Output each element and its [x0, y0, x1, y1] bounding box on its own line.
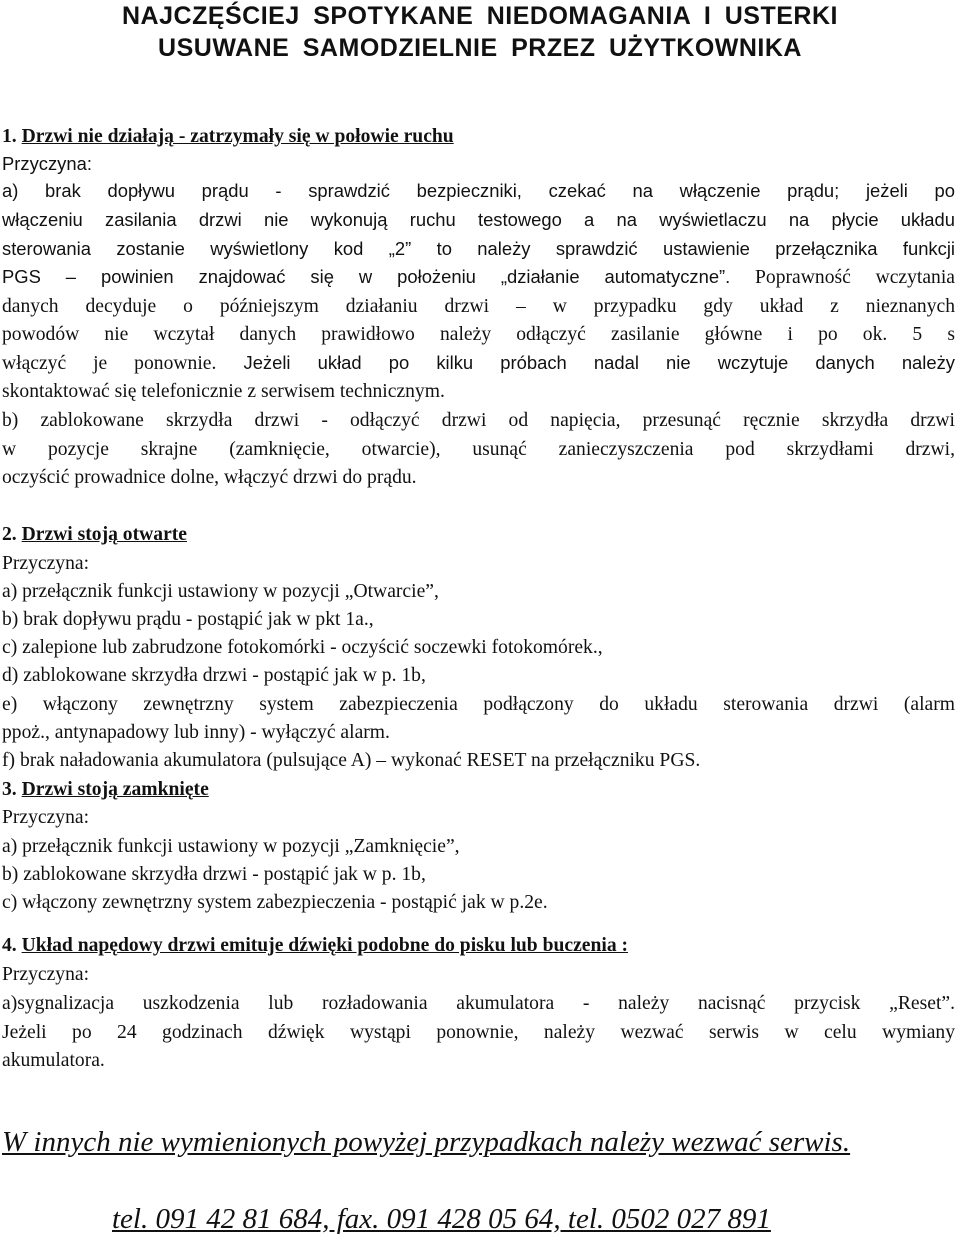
section-2-title: Drzwi stoją otwarte [21, 524, 187, 545]
section-1-b-line-3: oczyścić prowadnice dolne, włączyć drzwi do prądu. [2, 467, 417, 488]
section-4-line-2: Jeżeli po 24 godzinach dźwięk wystąpi ponownie, należy wezwać serwis w celu wymiany [2, 1022, 955, 1043]
footer-service-notice: W innych nie wymienionych powyżej przypadkach należy wezwać serwis. [2, 1126, 851, 1158]
section-4-line-3: akumulatora. [2, 1050, 105, 1071]
document-title-line-1: NAJCZĘŚCIEJ SPOTYKANE NIEDOMAGANIA I USTERKI [122, 2, 838, 30]
section-3-cause-label: Przyczyna: [2, 807, 90, 828]
section-2-item-e-line-1: e) włączony zewnętrzny system zabezpieczenia podłączony do układu sterowania drzwi (alarm [2, 694, 955, 715]
section-2-item-c: c) zalepione lub zabrudzone fotokomórki - oczyścić soczewki fotokomórek., [2, 637, 603, 658]
section-1-number: 1. [2, 126, 17, 147]
section-1-a-line-6: powodów nie wczytał danych prawidłowo należy odłączyć zasilanie główne i po ok. 5 s [2, 324, 955, 345]
section-3-number: 3. [2, 779, 17, 800]
section-3-item-c: c) włączony zewnętrzny system zabezpieczenia - postąpić jak w p.2e. [2, 892, 548, 913]
section-4-number: 4. [2, 935, 17, 956]
section-1-a-line-2: włączeniu zasilania drzwi nie wykonują ruchu testowego a na wyświetlaczu na płycie układu [2, 209, 955, 230]
section-1-cause-label: Przyczyna: [2, 153, 92, 174]
footer-contact-numbers: tel. 091 42 81 684, fax. 091 428 05 64, tel. 0502 027 891 [112, 1203, 771, 1235]
section-1-a-line-4-sans: PGS – powinien znajdować się w położeniu „działanie automatyczne”. [2, 266, 731, 287]
section-1-heading [2, 123, 955, 150]
section-1-a-line-7-serif: włączyć je ponownie. [2, 353, 217, 374]
section-4-cause-label: Przyczyna: [2, 964, 90, 985]
section-4-heading [2, 932, 955, 959]
section-3-heading [2, 776, 955, 803]
section-1-b-line-2: w pozycje skrajne (zamknięcie, otwarcie), usunąć zanieczyszczenia pod skrzydłami drzwi, [2, 439, 955, 460]
section-1-title: Drzwi nie działają - zatrzymały się w połowie ruchu [21, 126, 454, 147]
section-1-a-line-5: danych decyduje o późniejszym działaniu drzwi – w przypadku gdy układ z nieznanych [2, 296, 955, 317]
section-2-number: 2. [2, 524, 17, 545]
section-2-item-d: d) zablokowane skrzydła drzwi - postąpić jak w p. 1b, [2, 665, 426, 686]
section-2-heading [2, 521, 955, 548]
section-3-item-a: a) przełącznik funkcji ustawiony w pozycji „Zamknięcie”, [2, 836, 460, 857]
section-1-a-line-3: sterowania zostanie wyświetlony kod „2” to należy sprawdzić ustawienie przełącznika funkcji [2, 238, 955, 259]
section-4-title: Układ napędowy drzwi emituje dźwięki podobne do pisku lub buczenia : [21, 935, 629, 956]
section-2-item-b: b) brak dopływu prądu - postąpić jak w pkt 1a., [2, 609, 374, 630]
section-2-item-e-line-2: ppoż., antynapadowy lub inny) - wyłączyć alarm. [2, 722, 390, 743]
section-4-line-1: a)sygnalizacja uszkodzenia lub rozładowania akumulatora - należy nacisnąć przycisk „Reset”. [2, 993, 955, 1014]
section-1-a-line-7 [2, 349, 955, 377]
section-1-b-rest: odłączyć drzwi od napięcia, przesunąć ręcznie skrzydła drzwi [327, 410, 955, 431]
section-1-b-lead: b) zablokowane skrzydła drzwi - [2, 410, 328, 431]
section-1-a-line-7-sans: Jeżeli układ po kilku próbach nadal nie wczytuje danych należy [216, 352, 955, 373]
section-1-b-line-1 [2, 407, 955, 434]
section-1-a-line-4-serif: Poprawność wczytania [730, 267, 955, 288]
section-1-a-line-1: a) brak dopływu prądu - sprawdzić bezpieczniki, czekać na włączenie prądu; jeżeli po [2, 180, 955, 201]
section-3-item-b: b) zablokowane skrzydła drzwi - postąpić jak w p. 1b, [2, 864, 426, 885]
document-title-line-2: USUWANE SAMODZIELNIE PRZEZ UŻYTKOWNIKA [158, 34, 802, 62]
section-3-title: Drzwi stoją zamknięte [21, 779, 209, 800]
section-2-item-a: a) przełącznik funkcji ustawiony w pozycji „Otwarcie”, [2, 581, 439, 602]
section-2-item-f: f) brak naładowania akumulatora (pulsujące A) – wykonać RESET na przełączniku PGS. [2, 750, 701, 771]
section-2-cause-label: Przyczyna: [2, 553, 90, 574]
section-1-a-line-4 [2, 263, 955, 291]
section-1-a-line-8: skontaktować się telefonicznie z serwisem technicznym. [2, 381, 445, 402]
